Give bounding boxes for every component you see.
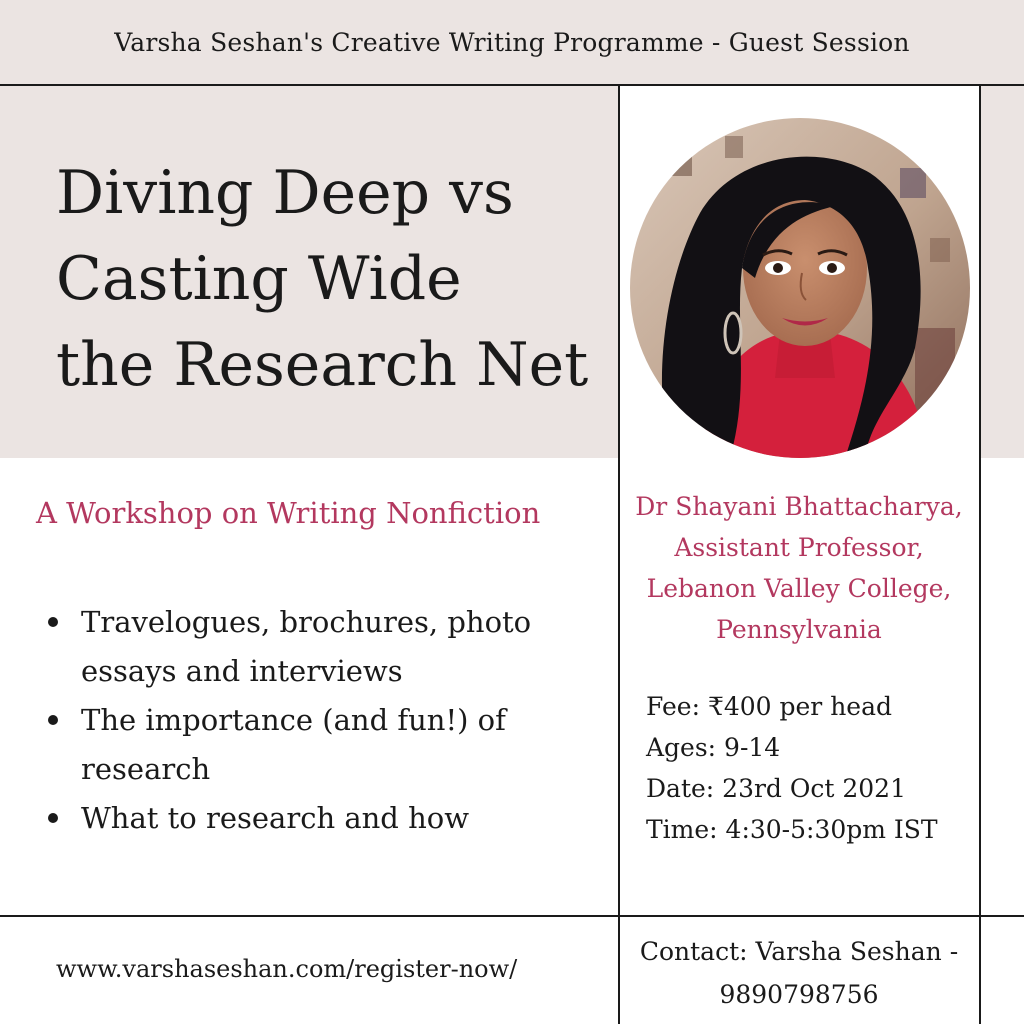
list-item [46,598,566,696]
contact-phone[interactable]: 9890798756 [719,980,879,1009]
speaker-location: Pennsylvania [716,615,882,644]
programme-title: Varsha Seshan's Creative Writing Programme - Guest Session [114,28,910,57]
divider-bottom [0,915,1024,917]
time-text: Time: 4:30-5:30pm IST [646,815,938,844]
contact-info [624,930,974,1016]
registration-link[interactable]: www.varshaseshan.com/register-now/ [56,955,518,983]
workshop-subtitle: A Workshop on Writing Nonfiction [36,496,541,530]
speaker-name: Dr Shayani Bhattacharya, [635,492,963,521]
list-item [46,794,566,843]
list-item [46,696,566,794]
divider-right-column [979,84,981,1024]
session-title [56,150,616,408]
session-title-line: Diving Deep vs [56,158,514,228]
divider-top [0,84,1024,86]
list-item-text: Travelogues, brochures, photo essays and interviews [81,605,532,688]
date-text: Date: 23rd Oct 2021 [646,774,906,803]
speaker-institution: Lebanon Valley College, [646,574,952,603]
bullet-icon [48,813,58,823]
topic-list [46,598,566,843]
speaker-portrait-icon [630,118,970,458]
fee-text: Fee: ₹400 per head [646,692,893,721]
session-title-line: Casting Wide [56,244,462,314]
contact-name: Contact: Varsha Seshan - [639,937,959,966]
bullet-icon [48,715,58,725]
event-details [646,686,976,850]
list-item-text: What to research and how [81,801,470,835]
speaker-photo [630,118,970,458]
list-item-text: The importance (and fun!) of research [81,703,506,786]
speaker-role: Assistant Professor, [674,533,924,562]
speaker-info [624,486,974,650]
session-title-line: the Research Net [56,330,589,400]
divider-left-column [618,84,620,1024]
ages-text: Ages: 9-14 [646,733,781,762]
bullet-icon [48,617,58,627]
